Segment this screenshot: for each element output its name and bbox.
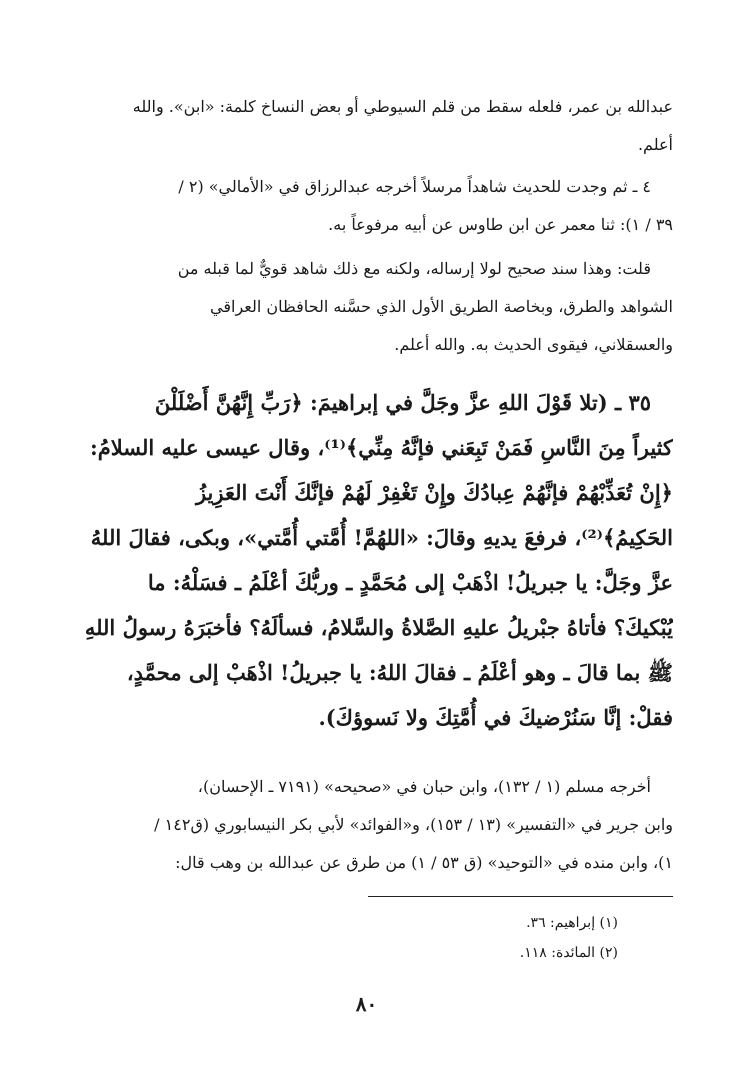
hadith-line: ٣٥ ـ (تلا قَوْلَ اللهِ عزَّ وجَلَّ في إبراهيمَ: ﴿رَبِّ إِنَّهُنَّ أَضْلَلْنَ (154, 390, 651, 415)
paragraph-4 (53, 768, 673, 882)
footnote-separator (368, 896, 673, 897)
paragraph-2 (53, 168, 673, 244)
text-line: والعسقلاني، فيقوى الحديث به. والله أعلم. (394, 335, 673, 354)
paragraph-3 (53, 250, 673, 364)
hadith-line: عزَّ وجَلَّ: يا جبريلُ! اذْهَبْ إلى مُحَمَّدٍ ـ وربُّكَ أعْلَمُ ـ فسَلْهُ: ما (147, 570, 673, 595)
footnote-1: (١) إبراهيم: ٣٦. (526, 915, 618, 931)
hadith-line: ﷺ بما قالَ ـ وهو أعْلَمُ ـ فقالَ اللهُ: يا جبريلُ! اذْهَبْ إلى محمَّدٍ، (126, 660, 673, 685)
text-line: الشواهد والطرق، وبخاصة الطريق الأول الذي حسَّنه الحافظان العراقي (210, 297, 673, 316)
page-number: ٨٠ (355, 992, 378, 1016)
text-line: ٣٩ / ١): ثنا معمر عن ابن طاوس عن أبيه مرفوعاً به. (328, 215, 673, 234)
text-line: أخرجه مسلم (١ / ١٣٢)، وابن حبان في «صحيحه» (٧١٩١ ـ الإحسان)، (197, 777, 651, 796)
hadith-paragraph (53, 380, 673, 740)
hadith-line: ﴿إِنْ تُعَذِّبْهُمْ فإنَّهُمْ عِبادُكَ وإِنْ تَغْفِرْ لَهُمْ فإنَّكَ أَنْتَ العَزِيزُ (195, 480, 673, 505)
text-line: ١)، وابن منده في «التوحيد» (ق ٥٣ / ١) من طرق عن عبدالله بن وهب قال: (175, 853, 673, 872)
text-line: عبدالله بن عمر، فلعله سقط من قلم السيوطي أو بعض النساخ كلمة: «ابن». والله (132, 97, 673, 116)
text-line: ٤ ـ ثم وجدت للحديث شاهداً مرسلاً أخرجه عبدالرزاق في «الأمالي» (٢ / (178, 177, 651, 196)
text-line: أعلم. (637, 135, 673, 154)
text-line: قلت: وهذا سند صحيح لولا إرساله، ولكنه مع ذلك شاهد قويٌّ لما قبله من (177, 259, 651, 278)
footnote-2: (٢) المائدة: ١١٨. (519, 945, 618, 961)
hadith-line: الحَكِيمُ﴾⁽²⁾، فرفعَ يديهِ وقالَ: «اللهُمَّ! أُمَّتي أُمَّتي»، وبكى، فقالَ اللهُ (90, 525, 673, 550)
hadith-line: يُبْكيكَ؟ فأتاهُ جبْريلُ عليهِ الصَّلاةُ والسَّلامُ، فسألَهُ؟ فأخبَرَهُ رسولُ اللهِ (84, 615, 673, 640)
hadith-line: كثيراً مِنَ النَّاسِ فَمَنْ تَبِعَني فإنَّهُ مِنِّي﴾⁽¹⁾، وقال عيسى عليه السلامُ: (89, 435, 673, 460)
paragraph-1 (53, 88, 673, 164)
text-line: وابن جرير في «التفسير» (١٣ / ١٥٣)، و«الفوائد» لأبي بكر النيسابوري (ق١٤٢ / (154, 815, 673, 834)
hadith-line: فقلْ: إنَّا سَنُرْضيكَ في أُمَّتِكَ ولا نَسوؤكَ). (318, 705, 673, 730)
